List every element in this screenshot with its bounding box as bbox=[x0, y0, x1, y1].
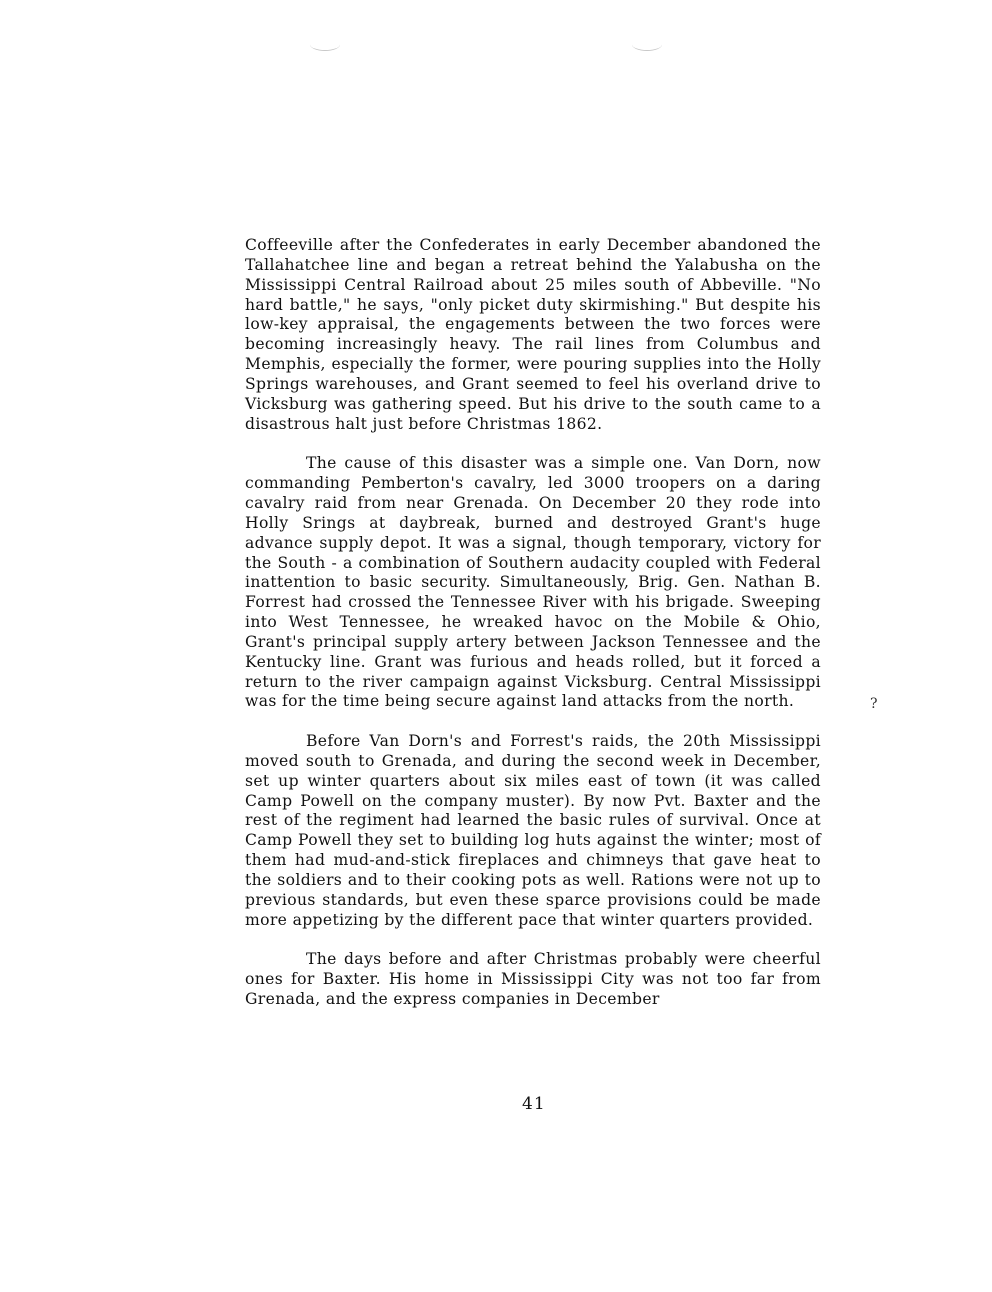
paragraph-3: Before Van Dorn's and Forrest's raids, the 20th Mississippi moved south to Grenada, and during the second week in December, set up winter quarters about six miles east of town (it was called Camp Powell on the company muster). By now Pvt. Baxter and the rest of the regiment had learned the basic rules of survival. Once at Camp Powell they set to building log huts against the winter; most of them had mud-and-stick fireplaces and chimneys that gave heat to the soldiers and to their cooking pots as well. Rations were not up to previous standards, but even these sparce provisions could be made more appetizing by the different pace that winter quarters provided. bbox=[245, 732, 821, 929]
punch-hole-right bbox=[632, 38, 662, 51]
paragraph-1: Coffeeville after the Confederates in early December abandoned the Tallahatchee line and began a retreat behind the Yalabusha on the Mississippi Central Railroad about 25 miles south of Abbeville. "No hard battle," he says, "only picket duty skirmishing." But despite his low-key appraisal, the engagements between the two forces were becoming increasingly heavy. The rail lines from Columbus and Memphis, especially the former, were pouring supplies into the Holly Springs warehouses, and Grant seemed to feel his overland drive to Vicksburg was gathering speed. But his drive to the south came to a disastrous halt just before Christmas 1862. bbox=[245, 236, 821, 433]
margin-annotation: ? bbox=[870, 696, 878, 712]
punch-hole-left bbox=[310, 38, 340, 51]
paragraph-2: The cause of this disaster was a simple one. Van Dorn, now commanding Pemberton's cavalry, led 3000 troopers on a daring cavalry raid from near Grenada. On December 20 they rode into Holly Srings at daybreak, burned and destroyed Grant's huge advance supply depot. It was a signal, though temporary, victory for the South - a combination of Southern audacity coupled with Federal inattention to basic security. Simultaneously, Brig. Gen. Nathan B. Forrest had crossed the Tennessee River with his brigade. Sweeping into West Tennessee, he wreaked havoc on the Mobile & Ohio, Grant's principal supply artery between Jackson Tennessee and the Kentucky line. Grant was furious and heads rolled, but it forced a return to the river campaign against Vicksburg. Central Mississippi was for the time being secure against land attacks from the north. bbox=[245, 454, 821, 711]
page-number: 41 bbox=[522, 1094, 546, 1114]
paragraph-4: The days before and after Christmas probably were cheerful ones for Baxter. His home in Mississippi City was not too far from Grenada, and the express companies in December bbox=[245, 950, 821, 1009]
page-body bbox=[245, 236, 821, 1010]
